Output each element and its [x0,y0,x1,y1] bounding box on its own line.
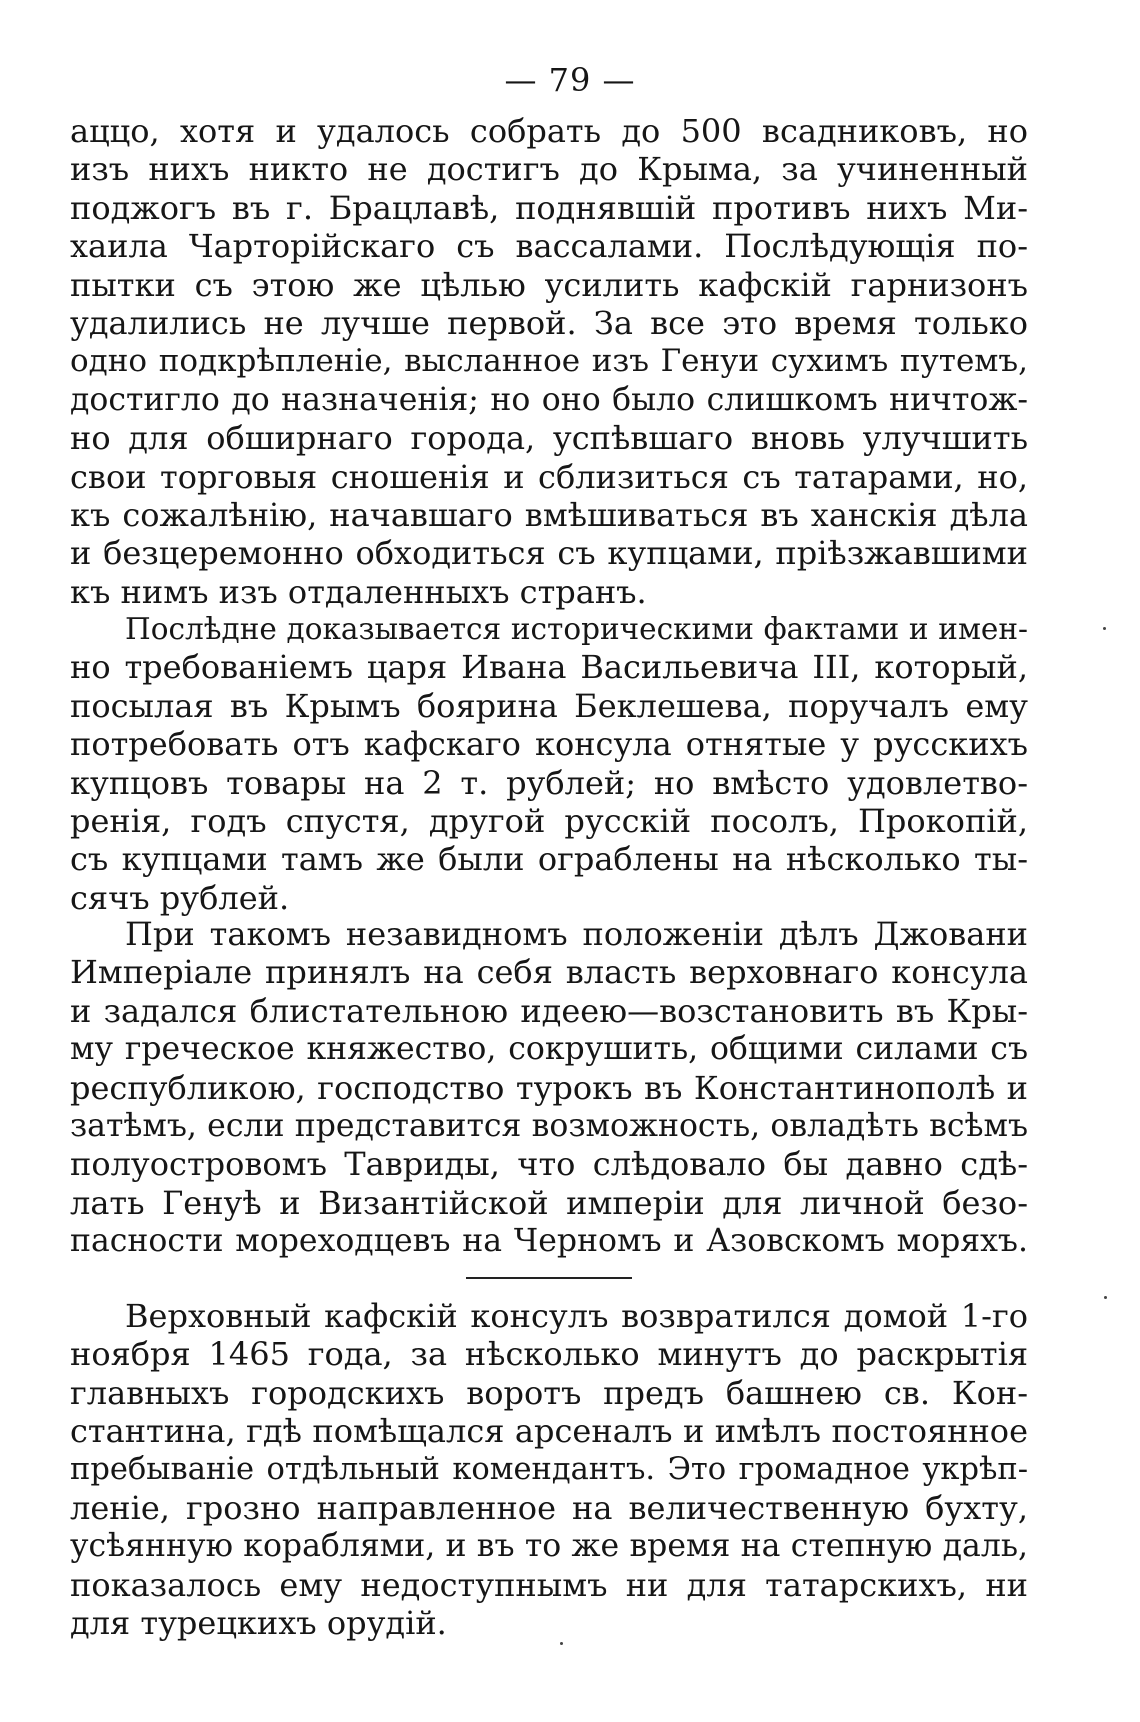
text-line: но для обширнаго города, успѣвшаго вновь улучшить [70,419,1028,458]
section-divider [466,1277,632,1279]
text-line: купцовъ товары на 2 т. рублей; но вмѣсто удовлетво- [70,763,1028,802]
text-line: леніе, грозно направленное на величественную бухту, [70,1488,1028,1527]
text-line: и безцеремонно обходиться съ купцами, пріѣзжавшими [70,534,1028,573]
text-line: хаила Чарторійскаго съ вассалами. Послѣдующія по- [70,227,1028,266]
text-line: достигло до назначенія; но оно было слишкомъ ничтож- [70,381,1028,418]
print-speck [1103,627,1106,630]
text-line: Верховный кафскій консулъ возвратился домой 1-го [125,1297,1028,1335]
text-line: къ нимъ изъ отдаленныхъ странъ. [70,572,647,611]
text-line: лать Генуѣ и Византійской имперіи для личной безо- [70,1183,1028,1222]
paragraph-3 [70,915,1028,1261]
text-line: пытки съ этою же цѣлью усилить кафскій гарнизонъ [70,265,1028,304]
text-line: показалось ему недоступнымъ ни для татарскихъ, ни [70,1565,1028,1604]
text-line: Импеpiале принялъ на себя власть верховнаго консула [70,953,1028,992]
text-line: поджогъ въ г. Брацлавѣ, поднявшій противъ нихъ Ми- [70,188,1028,227]
text-line: Послѣдне доказывается историческими фактами и имен- [125,612,1028,646]
text-line: республикою, господство турокъ въ Константинополѣ и [70,1068,1028,1107]
text-line: полуостровомъ Тавриды, что слѣдовало бы давно сдѣ- [70,1145,1028,1184]
text-line: и задался блистательною идеею—возстановить въ Кры- [70,991,1028,1030]
text-line: затѣмъ, если представится возможность, овладѣть всѣмъ [70,1107,1028,1144]
text-line: для турецкихъ орудій. [70,1604,447,1643]
page-number: — 79 — [504,61,636,99]
text-line: аццо, хотя и удалось собрать до 500 всадниковъ, но [70,112,1028,150]
text-line: удалились не лучше первой. За все это время только [70,303,1028,342]
text-line: но требованіемъ царя Ивана Васильевича III, который, [70,648,1028,687]
paragraph-4 [70,1297,1028,1643]
text-line: ренія, годъ спустя, другой русскій посолъ, Прокопій, [70,801,1028,840]
text-line: пасности мореходцевъ на Черномъ и Азовскомъ моряхъ. [70,1223,1028,1260]
text-line: му греческое княжество, сокрушить, общими силами съ [70,1031,1028,1068]
text-line: стантина, гдѣ помѣщался арсеналъ и имѣлъ постоянное [70,1412,1028,1451]
text-line: изъ нихъ никто не достигъ до Крыма, за учиненный [70,150,1028,189]
text-line: одно подкрѣпленіе, высланное изъ Генуи сухимъ путемъ, [70,343,1028,380]
text-line: усѣянную кораблями, и въ то же время на степную даль, [70,1528,1028,1565]
print-speck [1104,1296,1107,1299]
text-line: ноября 1465 года, за нѣсколько минутъ до раскрытія [70,1335,1028,1374]
text-line: При такомъ незавидномъ положеніи дѣлъ Джовани [125,915,1028,953]
text-line: къ сожалѣнію, начавшаго вмѣшиваться въ ханскія дѣла [70,495,1028,534]
text-line: свои торговыя сношенія и сблизиться съ татарами, но, [70,457,1028,496]
text-line: главныхъ городскихъ воротъ предъ башнею св. Кон- [70,1373,1028,1412]
text-line: потребовать отъ кафскаго консула отнятые у русскихъ [70,725,1028,764]
text-line: сячъ рублей. [70,878,290,917]
text-line: посылая въ Крымъ боярина Беклешева, поручалъ ему [70,686,1028,725]
paragraph-1 [70,112,1028,611]
text-line: съ купцами тамъ же были ограблены на нѣсколько ты- [70,840,1028,879]
print-speck [560,1642,563,1645]
paragraph-2 [70,610,1028,917]
text-line: пребываніе отдѣльный комендантъ. Это громадное укрѣп- [70,1451,1028,1487]
